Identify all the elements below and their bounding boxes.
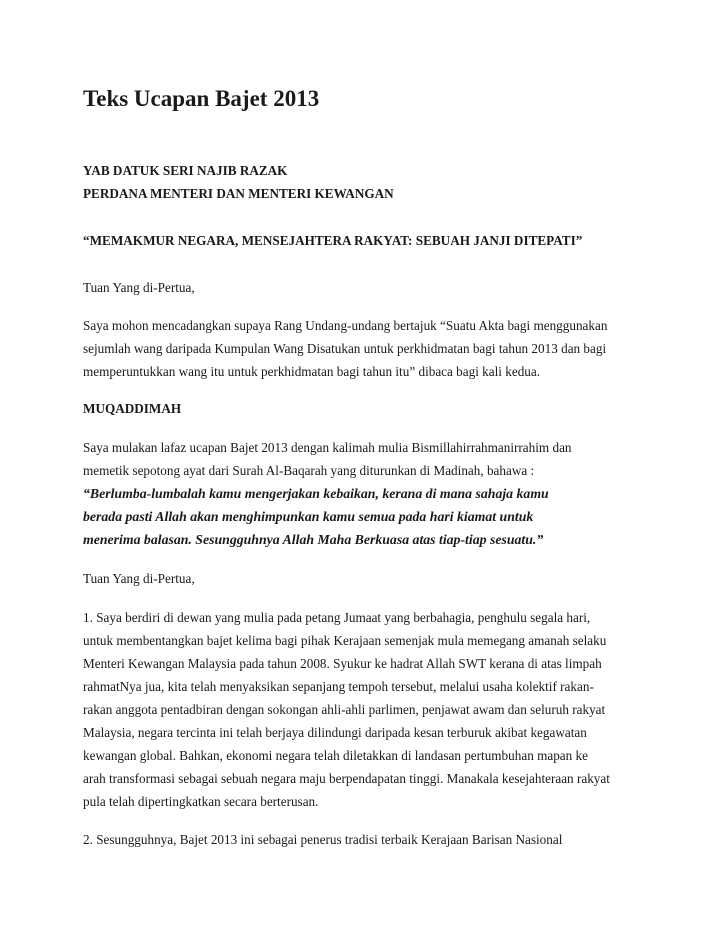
paragraph-line: rahmatNya jua, kita telah menyaksikan sepanjang tempoh tersebut, melalui usaha kolektif rakan- (83, 679, 594, 694)
motion-line: Saya mohon mencadangkan supaya Rang Undang-undang bertajuk “Suatu Akta bagi menggunakan (83, 318, 608, 333)
paragraph-line: rakan anggota pentadbiran dengan sokongan ahli-ahli parlimen, penjawat awam dan seluruh rakyat (83, 702, 606, 717)
salutation: Tuan Yang di-Pertua, (83, 280, 195, 295)
quote-line: “Berlumba-lumbalah kamu mengerjakan kebaikan, kerana di mana sahaja kamu (83, 486, 549, 501)
quote-line: berada pasti Allah akan menghimpunkan kamu semua pada hari kiamat untuk (83, 509, 534, 524)
speaker-name: YAB DATUK SERI NAJIB RAZAK (83, 163, 288, 178)
paragraph-line: arah transformasi sebagai sebuah negara maju berpendapatan tinggi. Manakala kesejahteraan rakyat (83, 771, 610, 786)
section-heading: MUQADDIMAH (83, 401, 182, 416)
motion-line: sejumlah wang daripada Kumpulan Wang Disatukan untuk perkhidmatan bagi tahun 2013 dan bagi (83, 341, 607, 356)
speech-theme: “MEMAKMUR NEGARA, MENSEJAHTERA RAKYAT: SEBUAH JANJI DITEPATI” (83, 233, 583, 248)
paragraph-line: kewangan global. Bahkan, ekonomi negara telah diletakkan di landasan pertumbuhan mapan ke (83, 748, 588, 763)
motion-line: memperuntukkan wang itu untuk perkhidmatan bagi tahun itu” dibaca bagi kali kedua. (83, 364, 541, 379)
paragraph-line: 2. Sesungguhnya, Bajet 2013 ini sebagai penerus tradisi terbaik Kerajaan Barisan Nasional (83, 832, 563, 847)
paragraph-line: 1. Saya berdiri di dewan yang mulia pada petang Jumaat yang berbahagia, penghulu segala hari, (83, 610, 591, 625)
paragraph-line: pula telah dipertingkatkan secara berterusan. (83, 794, 319, 809)
speaker-title: PERDANA MENTERI DAN MENTERI KEWANGAN (83, 186, 394, 201)
document-title: Teks Ucapan Bajet 2013 (83, 86, 320, 111)
paragraph-line: Menteri Kewangan Malaysia pada tahun 2008. Syukur ke hadrat Allah SWT kerana di atas limpah (83, 656, 602, 671)
quote-line: menerima balasan. Sesungguhnya Allah Maha Berkuasa atas tiap-tiap sesuatu.” (83, 532, 544, 547)
paragraph-line: Malaysia, negara tercinta ini telah berjaya dilindungi daripada kesan terburuk akibat kegawatan (83, 725, 587, 740)
paragraph-line: untuk membentangkan bajet kelima bagi pihak Kerajaan semenjak mula memegang amanah selaku (83, 633, 607, 648)
intro-line: memetik sepotong ayat dari Surah Al-Baqarah yang diturunkan di Madinah, bahawa : (83, 463, 535, 478)
salutation: Tuan Yang di-Pertua, (83, 571, 195, 586)
intro-line: Saya mulakan lafaz ucapan Bajet 2013 dengan kalimah mulia Bismillahirrahmanirrahim dan (83, 440, 572, 455)
